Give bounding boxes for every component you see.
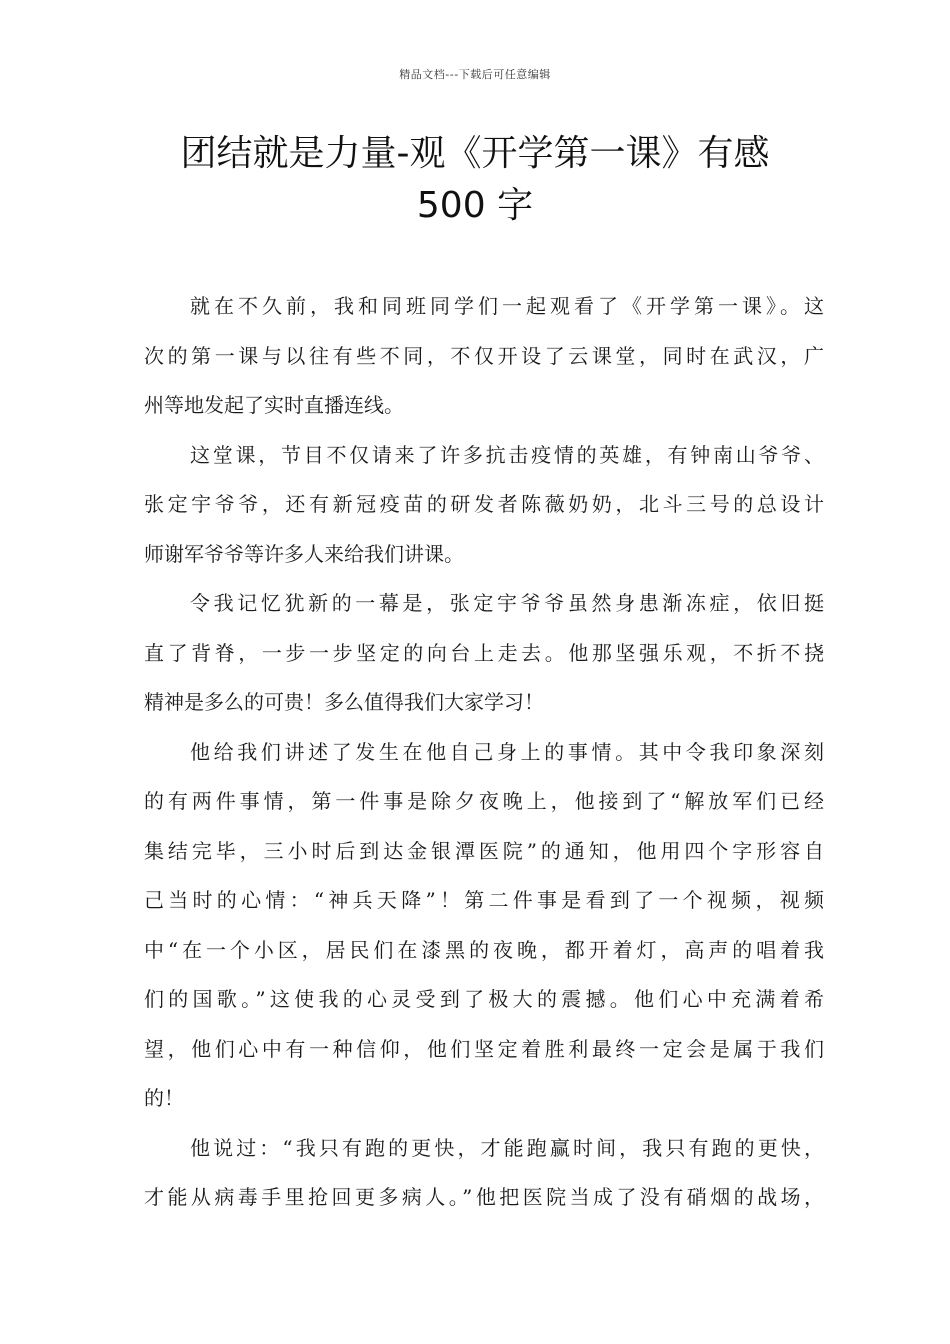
paragraph-line: 就在不久前，我和同班同学们一起观看了《开学第一课》。这: [190, 294, 824, 318]
document-title: [0, 128, 950, 232]
paragraph: [144, 1124, 824, 1223]
paragraph-line: 中“在一个小区，居民们在漆黑的夜晚，都开着灯，高声的唱着我: [144, 937, 824, 962]
paragraph: [144, 579, 824, 728]
title-line-2: 500 字: [416, 185, 534, 226]
paragraph: [144, 431, 824, 580]
paragraph-line: 望，他们心中有一种信仰，他们坚定着胜利最终一定会是属于我们: [144, 1036, 824, 1061]
paragraph-line: 次的第一课与以往有些不同，不仅开设了云课堂，同时在武汉，广: [144, 343, 824, 368]
page-header-note: 精品文档---下载后可任意编辑: [399, 68, 551, 81]
paragraph-line: 他给我们讲述了发生在他自己身上的事情。其中令我印象深刻: [190, 739, 824, 764]
paragraph-line: 他说过：“我只有跑的更快，才能跑赢时间，我只有跑的更快，: [190, 1135, 824, 1160]
paragraph-line: 张定宇爷爷，还有新冠疫苗的研发者陈薇奶奶，北斗三号的总设计: [144, 492, 824, 516]
paragraph-line: 的！: [144, 1086, 184, 1110]
paragraph-line: 才能从病毒手里抢回更多病人。”他把医院当成了没有硝烟的战场，: [144, 1185, 824, 1209]
paragraph-line: 精神是多么的可贵！多么值得我们大家学习！: [144, 690, 544, 714]
paragraph-line: 令我记忆犹新的一幕是，张定宇爷爷虽然身患渐冻症，依旧挺: [190, 591, 824, 615]
paragraph-line: 直了背脊，一步一步坚定的向台上走去。他那坚强乐观，不折不挠: [144, 640, 824, 665]
paragraph-line: 这堂课，节目不仅请来了许多抗击疫情的英雄，有钟南山爷爷、: [190, 442, 824, 467]
paragraph-line: 师谢军爷爷等许多人来给我们讲课。: [144, 541, 464, 566]
title-line-1: 团结就是力量-观《开学第一课》有感: [180, 133, 770, 174]
paragraph-line: 的有两件事情，第一件事是除夕夜晚上，他接到了“解放军们已经: [144, 789, 824, 813]
paragraph-line: 州等地发起了实时直播连线。: [144, 393, 404, 417]
paragraph-line: 集结完毕，三小时后到达金银潭医院”的通知，他用四个字形容自: [144, 838, 824, 863]
paragraph-line: 们的国歌。”这使我的心灵受到了极大的震撼。他们心中充满着希: [144, 987, 824, 1011]
paragraph-line: 己当时的心情：“神兵天降”！第二件事是看到了一个视频，视频: [144, 888, 824, 912]
paragraph: [144, 282, 824, 431]
paragraph: [144, 728, 824, 1124]
document-body: [144, 282, 824, 1223]
